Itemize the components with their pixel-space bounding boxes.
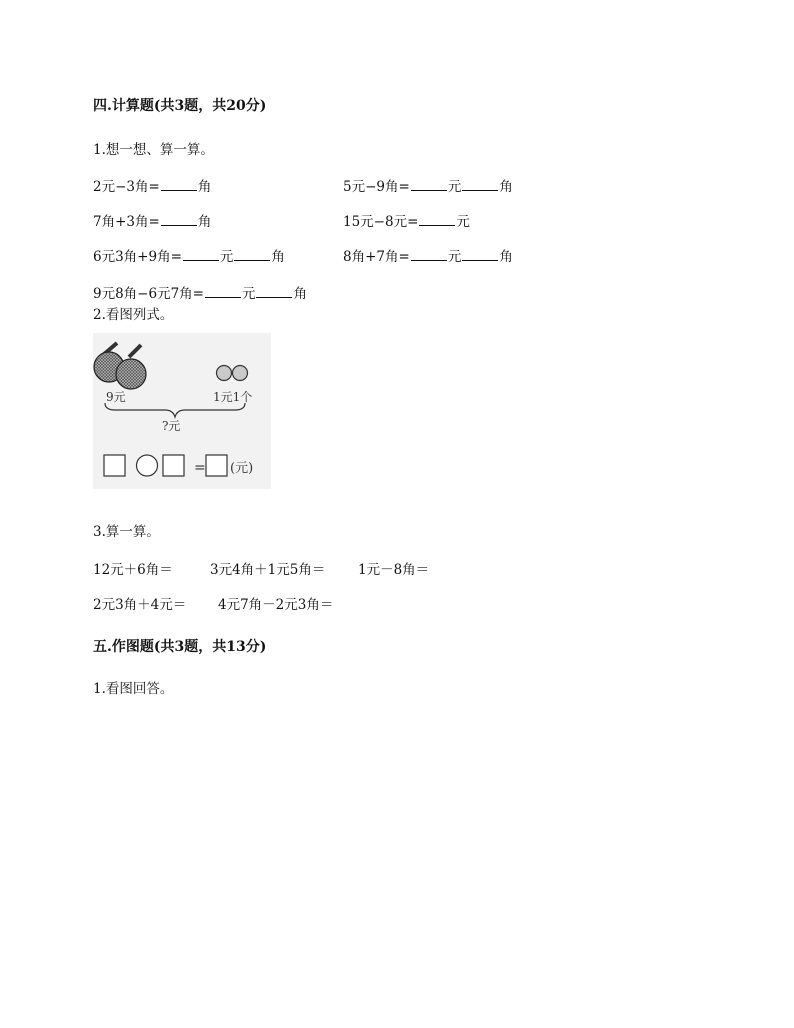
total-label: ?元 (162, 419, 181, 433)
unit-label: 角 (499, 179, 513, 195)
q1-item-1-expr: 2元−3角= (93, 179, 160, 195)
unit-label: 角 (197, 214, 212, 230)
unit-label: (元) (230, 461, 254, 476)
ping-pong-paddle-icon (116, 345, 146, 389)
q2-figure (93, 333, 271, 489)
section-5-title: 五.作图题(共3题，共13分) (93, 639, 267, 655)
q3-item-4: 2元3角＋4元＝ (93, 597, 187, 613)
total-brace (105, 403, 245, 417)
answer-blank[interactable] (205, 285, 241, 298)
q1-item-5 (93, 245, 285, 265)
answer-blank[interactable] (183, 248, 219, 261)
q1-item-2-expr: 5元−9角= (343, 179, 410, 195)
q3-prompt: 3.算一算。 (93, 524, 160, 540)
q1-item-2 (343, 175, 513, 195)
q1-item-5-expr: 6元3角+9角= (93, 249, 182, 265)
q1-item-6 (343, 245, 513, 265)
answer-blank[interactable] (161, 213, 197, 226)
q2-prompt: 2.看图列式。 (93, 307, 174, 323)
answer-blank[interactable] (411, 248, 447, 261)
unit-label: 元 (447, 249, 462, 265)
answer-blank[interactable] (462, 178, 498, 191)
q1-item-4 (343, 210, 470, 230)
s5-q1-prompt: 1.看图回答。 (93, 681, 174, 697)
left-price-label: 9元 (106, 390, 126, 404)
q3-item-3: 1元－8角＝ (358, 562, 430, 578)
answer-box (163, 455, 184, 476)
answer-box (104, 455, 125, 476)
svg-text:=: = (194, 460, 206, 476)
unit-label: 角 (271, 249, 285, 265)
q1-item-3 (93, 210, 211, 230)
answer-blank[interactable] (256, 285, 292, 298)
section-4-title: 四.计算题(共3题，共20分) (93, 98, 267, 114)
unit-label: 角 (293, 286, 307, 302)
q1-item-7 (93, 282, 307, 302)
answer-box (206, 455, 227, 476)
q1-prompt: 1.想一想、算一算。 (93, 142, 214, 158)
q1-item-6-expr: 8角+7角= (343, 249, 410, 265)
unit-label: 角 (499, 249, 513, 265)
operator-circle (137, 455, 158, 476)
q1-item-4-expr: 15元−8元= (343, 214, 419, 230)
unit-label: 元 (241, 286, 256, 302)
q1-item-1 (93, 175, 211, 195)
answer-blank[interactable] (161, 178, 197, 191)
answer-blank[interactable] (419, 213, 455, 226)
q1-item-3-expr: 7角+3角= (93, 214, 160, 230)
unit-label: 元 (447, 179, 462, 195)
unit-label: 角 (197, 179, 212, 195)
unit-label: 元 (456, 214, 470, 230)
q1-item-7-expr: 9元8角−6元7角= (93, 286, 204, 302)
q3-item-1: 12元＋6角＝ (93, 562, 173, 578)
right-price-label: 1元1个 (213, 390, 253, 404)
unit-label: 元 (219, 249, 234, 265)
answer-blank[interactable] (462, 248, 498, 261)
q3-item-2: 3元4角＋1元5角＝ (210, 562, 326, 578)
ping-pong-ball-icon (233, 366, 248, 381)
answer-blank[interactable] (234, 248, 270, 261)
answer-blank[interactable] (411, 178, 447, 191)
q3-item-5: 4元7角－2元3角＝ (218, 597, 334, 613)
ping-pong-ball-icon (217, 366, 232, 381)
